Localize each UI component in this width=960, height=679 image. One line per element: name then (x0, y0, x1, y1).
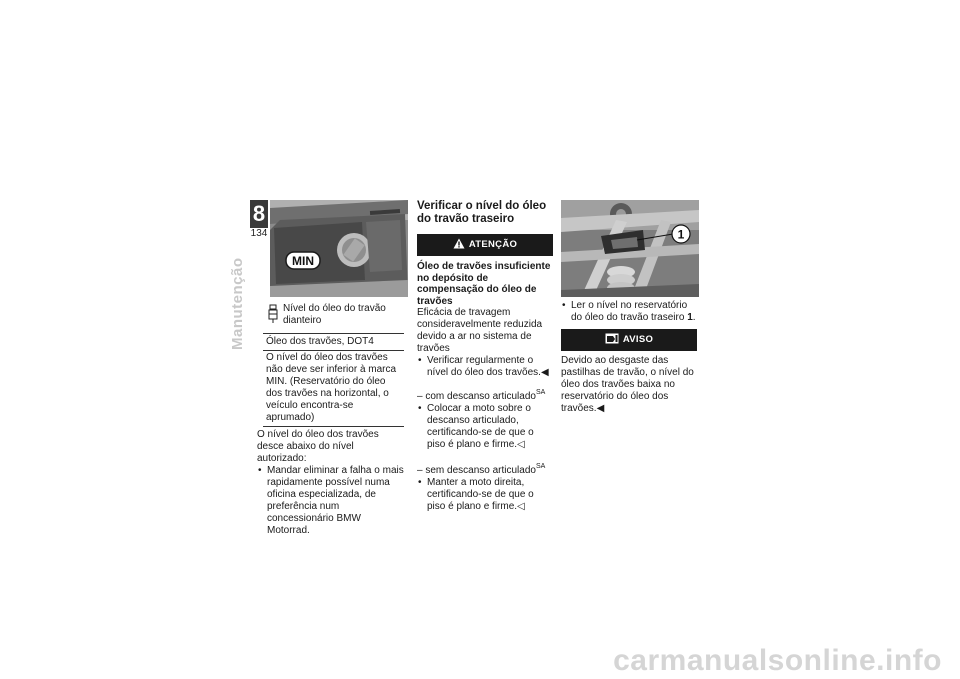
chapter-number: 8 (250, 200, 268, 228)
condition-label: – sem descanso articulado (417, 465, 536, 476)
notice-banner (561, 329, 697, 351)
middle-column (417, 200, 553, 513)
list-item: • Manter a moto direita, certificando-se de que o piso é plano e firme.◁ (417, 477, 553, 513)
list-item-text: Ler o nível no reservatório do óleo do travão traseiro (571, 300, 688, 323)
page-number: 134 (250, 228, 268, 239)
condition-without-stand (417, 461, 553, 477)
min-mark-label: MIN (292, 254, 314, 268)
callout-ref: 1 (687, 312, 693, 323)
spec-note: O nível do óleo dos travões não deve ser inferior à marca MIN. (Reservatório do óleo dos travões na horizontal, o veículo encontra-se aprumado) (263, 351, 404, 427)
list-item: • Ler o nível no reservatório do óleo do travão traseiro 1. (561, 300, 700, 324)
paragraph: Devido ao desgaste das pastilhas de travão, o nível do óleo dos travões baixa no reservatório do óleo dos travões.◀ (561, 355, 694, 414)
spec-table (263, 298, 404, 427)
condition-sup: SA (535, 389, 546, 396)
watermark: carmanualsonline.info (613, 644, 942, 677)
section-title: Manutenção (229, 257, 246, 350)
warning-banner (417, 234, 553, 256)
front-reservoir-photo (270, 200, 408, 297)
warning-label: ATENÇÃO (468, 239, 518, 250)
callout-number: 1 (677, 227, 685, 242)
spec-fluid: Óleo dos travões, DOT4 (263, 334, 404, 351)
list-item: • Mandar eliminar a falha o mais rapidamente possível numa oficina especializada, de preferência num concessionário BMW Motorrad. (257, 465, 405, 537)
spec-title: Nível do óleo do travão dianteiro (283, 303, 386, 326)
list-item: • Colocar a moto sobre o descanso articulado, certificando-se de que o piso é plano e firme.◁ (417, 403, 553, 451)
warning-text: Eficácia de travagem consideravelmente reduzida devido a ar no sistema de travões (417, 307, 543, 354)
condition-sup: SA (535, 463, 546, 470)
notice-icon (605, 333, 619, 348)
list-item: • Verificar regularmente o nível do óleo dos travões.◀ (417, 355, 553, 379)
condition-label: – com descanso articulado (417, 391, 536, 402)
fluid-level-icon (263, 303, 283, 327)
warning-heading: Óleo de travões insuficiente no depósito de compensação do óleo de travões (417, 261, 551, 307)
section-heading: Verificar o nível do óleo do travão traseiro (417, 200, 547, 225)
notice-label: AVISO (622, 334, 654, 345)
paragraph: O nível do óleo dos travões desce abaixo do nível autorizado: (257, 429, 379, 464)
condition-with-stand (417, 387, 553, 403)
warning-icon (453, 238, 465, 253)
left-column (257, 200, 405, 537)
right-column (561, 200, 700, 415)
rear-reservoir-photo (561, 200, 699, 297)
